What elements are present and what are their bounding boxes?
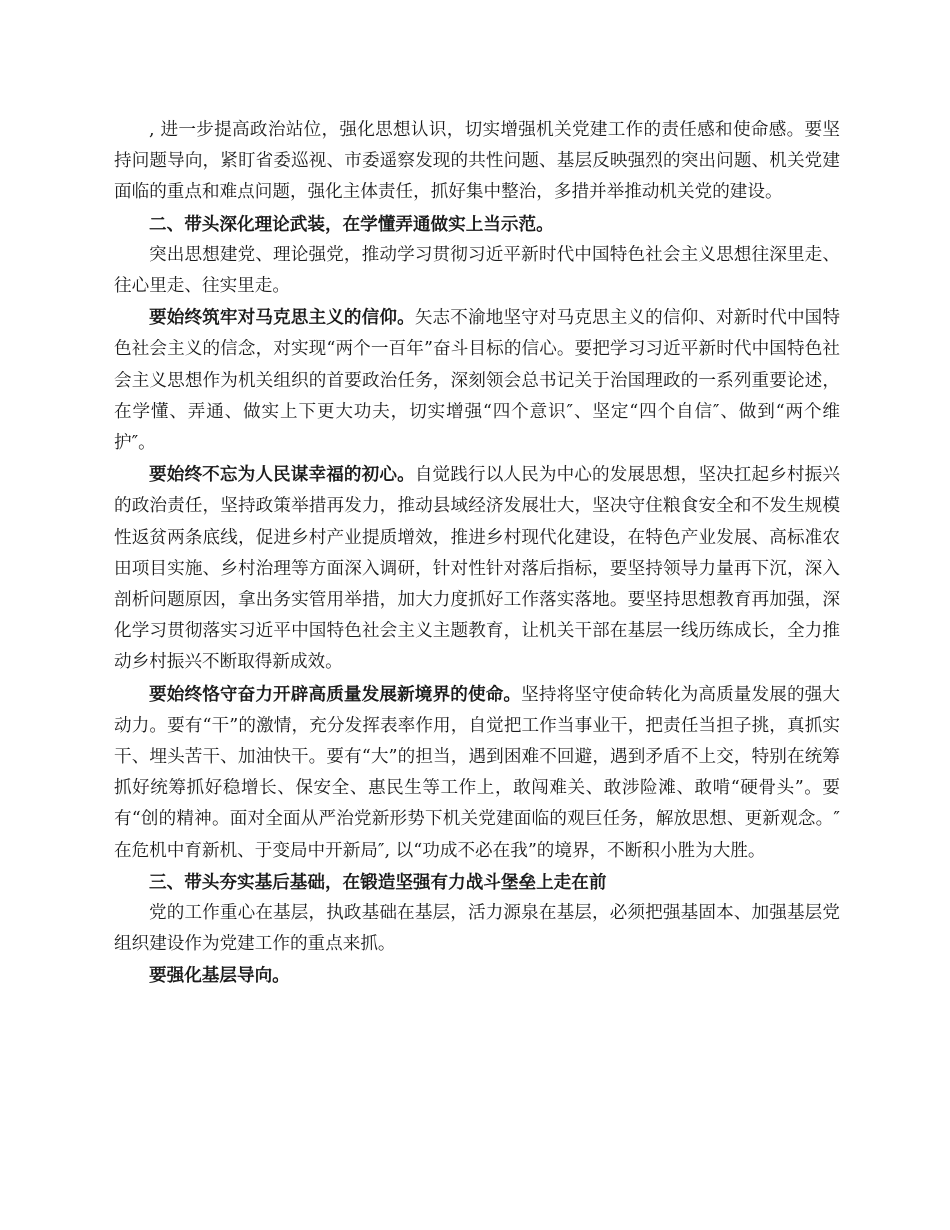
paragraph: [114, 679, 840, 867]
paragraph-lead: 要始终筑牢对马克思主义的信仰。: [149, 307, 415, 329]
paragraph-body: 坚持将坚守使命转化为高质量发展的强大动力。要有“干”的激情，充分发挥表率作用，自觉把工作当事业干，把责任当担子挑，真抓实干、埋头苦干、加油快干。要有“大”的担当，遇到困难不回避，遇到矛盾不上交，特别在统筹抓好统筹抓好稳增长、保安全、惠民生等工作上，敢闯难关、敢涉险滩、敢啃“硬骨头”。要有“创的精神。面对全面从严治党新形势下机关党建面临的观巨任务，解放思想、更新观念。″在危机中育新机、于变局中开新局″, 以“功成不必在我”的境界，不断积小胜为大胜。: [114, 684, 840, 861]
paragraph: [114, 459, 840, 678]
paragraph-lead: 要始终恪守奋力开辟高质量发展新境界的使命。: [149, 683, 522, 705]
paragraph: [114, 960, 840, 992]
paragraph-body: 自觉践行以人民为中心的发展思想，坚决扛起乡村振兴的政治责任，坚持政策举措再发力，推动县域经济发展壮大，坚决守住粮食安全和不发生规模性返贫两条底线，促进乡村产业提质增效，推进乡村现代化建设，在特色产业发展、高标准农田项目实施、乡村治理等方面深入调研，针对性针对落后指标，要坚持领导力量再下沉，深入剖析问题原因，拿出务实管用举措，加大力度抓好工作落实落地。要坚持思想教育再加强，深化学习贯彻落实习近平中国特色社会主义主题教育，让机关干部在基层一线历练成长，全力推动乡村振兴不断取得新成效。: [114, 465, 840, 673]
document-body: [114, 115, 840, 993]
paragraph-body: 矢志不渝地坚守对马克思主义的信仰、对新时代中国特色社会主义的信念，对实现“两个一百年”奋斗目标的信心。要把学习习近平新时代中国特色社会主义思想作为机关组织的首要政治任务，深刻领会总书记关于治国理政的一系列重要论述，在学懂、弄通、做实上下更大功夫，切实增强“四个意识″、坚定“四个自信″、做到“两个维护″。: [114, 308, 840, 454]
paragraph-lead: 要强化基层导向。: [149, 965, 290, 987]
paragraph: 党的工作重心在基层，执政基础在基层，活力源泉在基层，必须把强基固本、加强基层党组织建设作为党建工作的重点来抓。: [114, 903, 840, 955]
paragraph-lead: 要始终不忘为人民谋幸福的初心。: [149, 464, 415, 486]
paragraph: 突出思想建党、理论强党，推动学习贯彻习近平新时代中国特色社会主义思想往深里走、往心里走、往实里走。: [114, 244, 840, 297]
section-heading: 二、带头深化理论武装，在学懂弄通做实上当示范。: [149, 213, 554, 235]
paragraph: [114, 302, 840, 459]
paragraph: , 进一步提高政治站位，强化思想认识，切实增强机关党建工作的责任感和使命感。要坚持问题导向，紧盯省委巡视、市委遥察发现的共性问题、基层反映强烈的突出问题、机关党建面临的重点和难点问题，强化主体责任，抓好集中整治，多措并举推动机关党的建设。: [114, 120, 840, 203]
section-heading: 三、带头夯实基后基础，在锻造坚强有力战斗堡垒上走在前: [149, 871, 607, 893]
